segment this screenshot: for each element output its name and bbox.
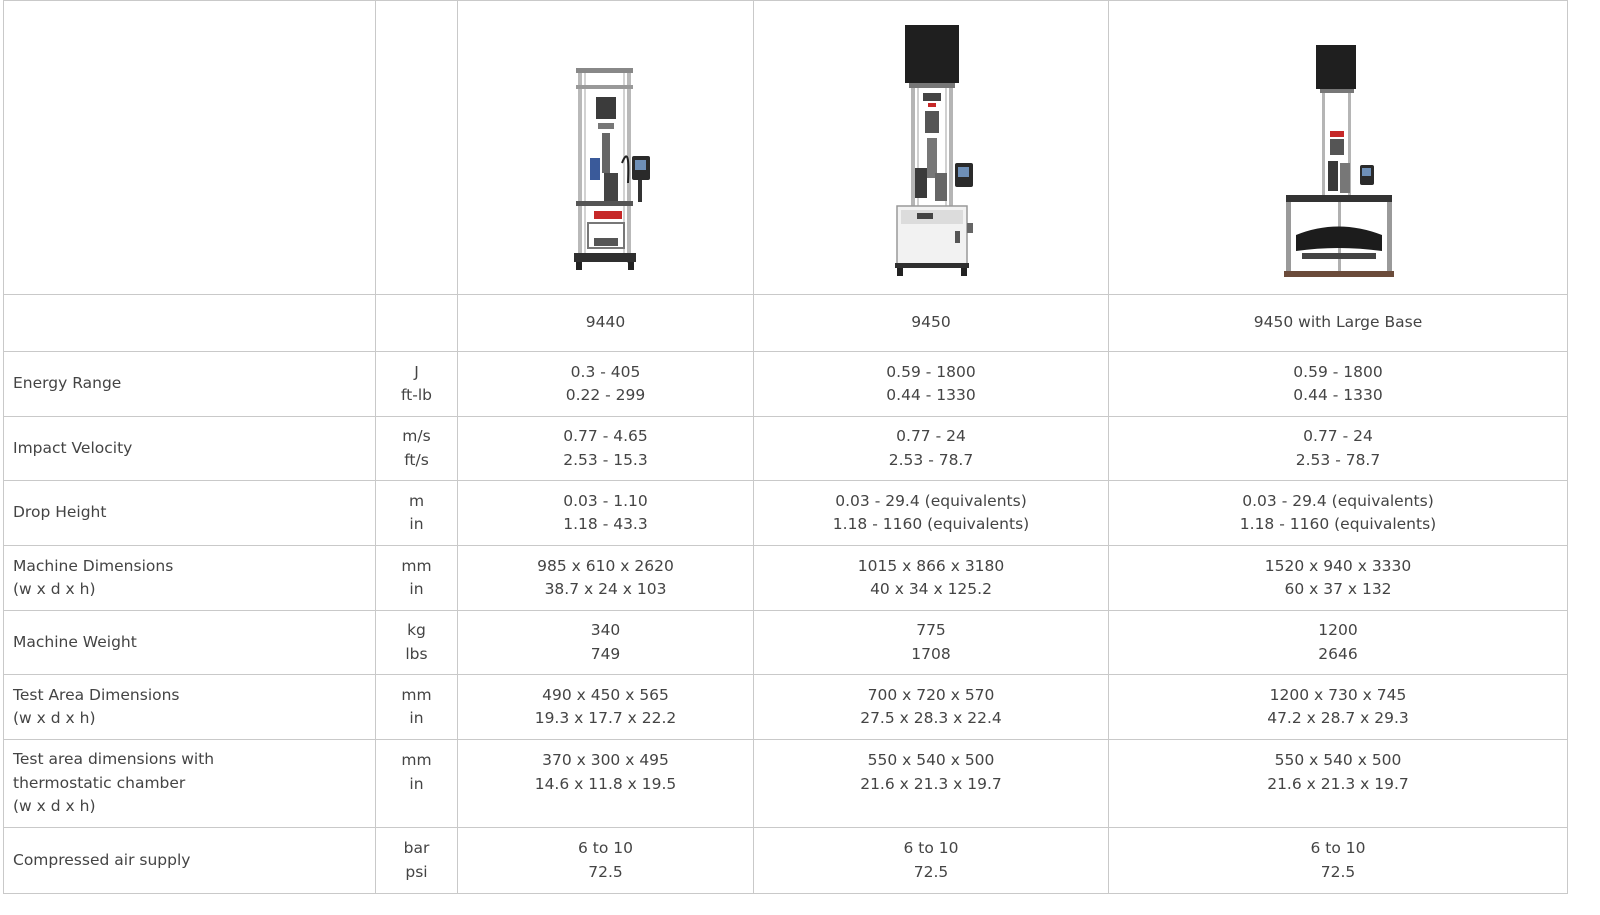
row-label: Test area dimensions with thermostatic chamber (w x d x h) [4, 740, 376, 828]
image-row [4, 1, 1568, 295]
value-cell: 550 x 540 x 500 21.6 x 21.3 x 19.7 [754, 740, 1109, 828]
row-label: Impact Velocity [4, 417, 376, 481]
value-cell: 0.3 - 405 0.22 - 299 [458, 352, 754, 417]
value-cell: 985 x 610 x 2620 38.7 x 24 x 103 [458, 546, 754, 611]
spec-row-test-area-thermostatic [4, 740, 1568, 828]
row-label: Drop Height [4, 481, 376, 546]
value-cell: 0.77 - 24 2.53 - 78.7 [754, 417, 1109, 481]
value-cell: 700 x 720 x 570 27.5 x 28.3 x 22.4 [754, 675, 1109, 740]
value-cell: 6 to 10 72.5 [754, 828, 1109, 894]
spec-row-energy-range [4, 352, 1568, 417]
value-cell: 775 1708 [754, 611, 1109, 675]
spec-row-test-area-dimensions [4, 675, 1568, 740]
empty-label-cell [4, 295, 376, 352]
value-cell: 0.03 - 29.4 (equivalents) 1.18 - 1160 (equivalents) [1109, 481, 1568, 546]
row-label: Test Area Dimensions (w x d x h) [4, 675, 376, 740]
row-units: mm in [376, 675, 458, 740]
row-units: bar psi [376, 828, 458, 894]
row-units: m in [376, 481, 458, 546]
row-units: kg lbs [376, 611, 458, 675]
value-cell: 0.59 - 1800 0.44 - 1330 [754, 352, 1109, 417]
model-name-9440: 9440 [458, 295, 754, 352]
value-cell: 0.77 - 4.65 2.53 - 15.3 [458, 417, 754, 481]
row-units: m/s ft/s [376, 417, 458, 481]
row-label: Machine Weight [4, 611, 376, 675]
model-image-cell [754, 1, 1109, 295]
row-label: Energy Range [4, 352, 376, 417]
value-cell: 1200 x 730 x 745 47.2 x 28.7 x 29.3 [1109, 675, 1568, 740]
spec-row-compressed-air [4, 828, 1568, 894]
value-cell: 6 to 10 72.5 [1109, 828, 1568, 894]
value-cell: 1015 x 866 x 3180 40 x 34 x 125.2 [754, 546, 1109, 611]
empty-label-cell [4, 1, 376, 295]
row-units: mm in [376, 546, 458, 611]
model-name-row [4, 295, 1568, 352]
value-cell: 0.77 - 24 2.53 - 78.7 [1109, 417, 1568, 481]
value-cell: 550 x 540 x 500 21.6 x 21.3 x 19.7 [1109, 740, 1568, 828]
value-cell: 490 x 450 x 565 19.3 x 17.7 x 22.2 [458, 675, 754, 740]
value-cell: 1200 2646 [1109, 611, 1568, 675]
model-image-cell [458, 1, 754, 295]
spec-row-machine-dimensions [4, 546, 1568, 611]
row-label: Compressed air supply [4, 828, 376, 894]
model-name-9450-large-base: 9450 with Large Base [1109, 295, 1568, 352]
value-cell: 6 to 10 72.5 [458, 828, 754, 894]
spec-row-drop-height [4, 481, 1568, 546]
value-cell: 1520 x 940 x 3330 60 x 37 x 132 [1109, 546, 1568, 611]
model-image-cell [1109, 1, 1568, 295]
spec-comparison-table [3, 0, 1568, 894]
drop-tower-9450-large-base-icon [1262, 13, 1414, 282]
value-cell: 0.03 - 29.4 (equivalents) 1.18 - 1160 (equivalents) [754, 481, 1109, 546]
value-cell: 0.59 - 1800 0.44 - 1330 [1109, 352, 1568, 417]
drop-tower-9450-icon [855, 13, 1007, 282]
row-units: J ft-lb [376, 352, 458, 417]
row-label: Machine Dimensions (w x d x h) [4, 546, 376, 611]
value-cell: 340 749 [458, 611, 754, 675]
row-units: mm in [376, 740, 458, 828]
value-cell: 370 x 300 x 495 14.6 x 11.8 x 19.5 [458, 740, 754, 828]
empty-unit-cell [376, 1, 458, 295]
model-name-9450: 9450 [754, 295, 1109, 352]
empty-unit-cell [376, 295, 458, 352]
drop-tower-9440-icon [530, 13, 682, 282]
spec-row-impact-velocity [4, 417, 1568, 481]
value-cell: 0.03 - 1.10 1.18 - 43.3 [458, 481, 754, 546]
spec-row-machine-weight [4, 611, 1568, 675]
